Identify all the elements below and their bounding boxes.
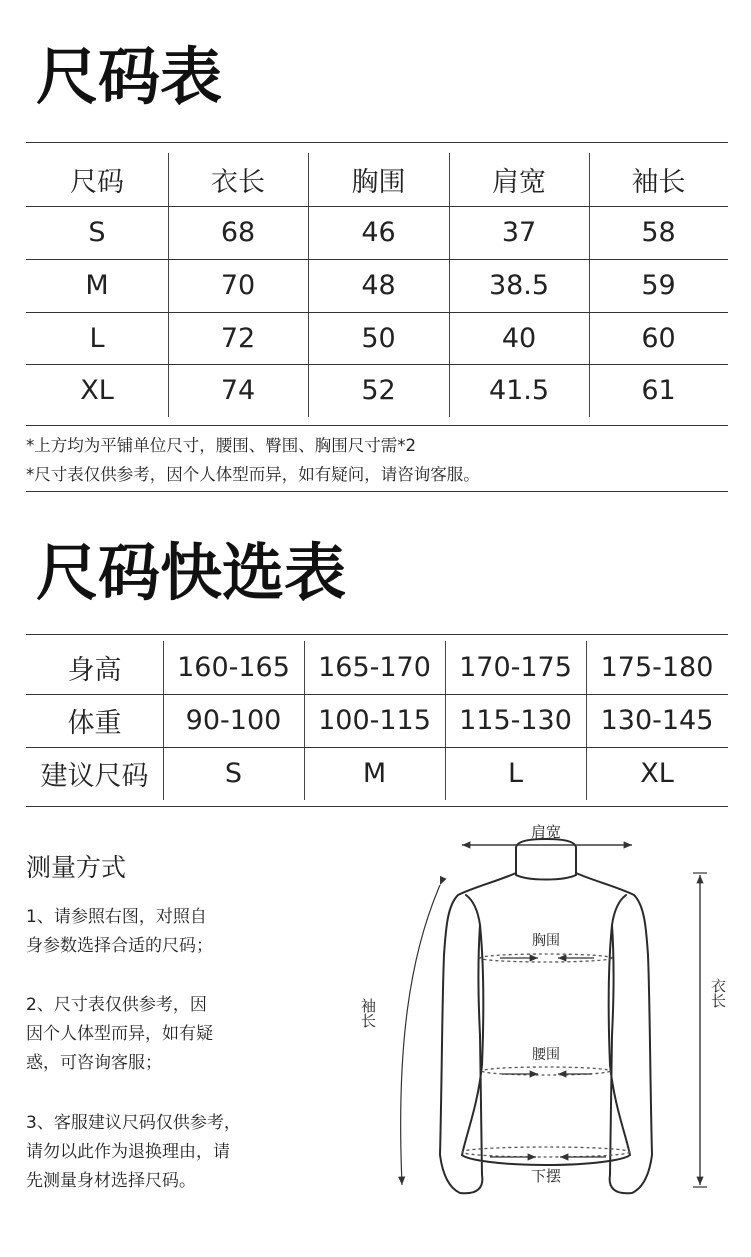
quick-table-cell: M [362, 758, 387, 789]
size-table-cell: 38.5 [488, 270, 550, 301]
measure-step-1-line-2: 身参数选择合适的尺码； [26, 936, 213, 956]
quick-table-cell: 160-165 [177, 652, 290, 683]
quick-table-cell: 165-170 [318, 652, 431, 683]
size-table-header-cell: 肩宽 [492, 167, 546, 198]
measure-step-2-line-3: 惑，可咨询客服； [26, 1053, 162, 1073]
size-table-cell: 37 [501, 217, 537, 248]
size-table-cell: 72 [220, 322, 256, 354]
size-table-cell: 74 [220, 375, 256, 406]
quick-table-top-rule [26, 634, 728, 635]
size-table-cell: XL [80, 375, 114, 406]
garment-measurement-diagram [350, 815, 740, 1205]
label-sleeve: 袖长 [359, 998, 377, 1028]
size-note-1: *上方均为平铺单位尺寸，腰围、臀围、胸围尺寸需*2 [26, 436, 416, 455]
quick-table-bottom-rule [26, 806, 728, 807]
quick-table-row-label: 身高 [67, 655, 122, 686]
size-table-cell: 40 [501, 322, 537, 354]
size-table-header-cell: 袖长 [631, 167, 686, 198]
size-table-cell: 70 [220, 270, 256, 301]
quick-table-cell: 130-145 [600, 705, 714, 736]
garment-outline-icon [440, 839, 652, 1193]
label-length: 衣长 [709, 978, 727, 1008]
quick-table-cell: 170-175 [459, 652, 572, 683]
size-table-header-cell: 衣长 [211, 167, 265, 198]
quick-table-row-label: 体重 [67, 708, 122, 739]
size-table-cell: L [89, 322, 105, 354]
size-table-cell: M [85, 270, 109, 301]
label-hem: 下摆 [530, 1167, 562, 1185]
quick-table-cell: 100-115 [318, 705, 431, 736]
size-table-cell: 41.5 [488, 375, 550, 406]
quick-table-cell: S [224, 758, 243, 789]
size-table-cell: 52 [361, 375, 396, 406]
size-table-cell: 59 [641, 270, 676, 301]
measure-title: 测量方式 [26, 853, 127, 882]
size-table-cell: 46 [361, 217, 396, 248]
label-waist: 腰围 [532, 1047, 560, 1063]
size-table-header-cell: 尺码 [70, 167, 124, 198]
label-chest: 胸围 [532, 933, 560, 949]
size-table-cell: 61 [641, 375, 676, 406]
size-table-header-cell: 胸围 [351, 167, 406, 198]
measure-step-2-line-2: 因个人体型而异，如有疑 [26, 1024, 213, 1044]
size-table-cell: S [88, 217, 106, 248]
quick-table-cell: XL [640, 758, 674, 789]
quick-table-title: 尺码快选表 [36, 536, 347, 609]
quick-table-row-label: 建议尺码 [40, 761, 149, 792]
quick-table-cell: 175-180 [600, 652, 714, 683]
size-table-cell: 50 [361, 322, 396, 354]
size-table-cell: 68 [220, 217, 256, 248]
size-table-top-rule [26, 142, 728, 143]
measure-step-2 [26, 991, 276, 1078]
measure-step-1-line-1: 1、请参照右图，对照自 [26, 907, 207, 927]
measure-step-2-line-1: 2、尺寸表仅供参考，因 [26, 995, 207, 1015]
label-shoulder: 肩宽 [530, 823, 562, 841]
size-table-notes-rule [26, 425, 728, 426]
size-table-cell: 60 [641, 322, 676, 354]
measure-step-3-line-1: 3、客服建议尺码仅供参考， [26, 1113, 241, 1133]
measure-step-1 [26, 903, 276, 961]
measure-step-3-line-2: 请勿以此作为退换理由，请 [26, 1142, 230, 1162]
quick-table-cell: L [507, 758, 524, 789]
quick-table-cell: 90-100 [185, 705, 282, 736]
measure-step-3-line-3: 先测量身材选择尺码。 [26, 1171, 196, 1191]
quick-table-cell: 115-130 [459, 705, 572, 736]
size-table-cell: 48 [361, 270, 396, 301]
size-table-title: 尺码表 [36, 40, 223, 113]
size-note-2: *尺寸表仅供参考，因个人体型而异，如有疑问，请咨询客服。 [26, 465, 480, 484]
size-table-cell: 58 [641, 217, 676, 248]
size-table-bottom-rule [26, 491, 728, 492]
measure-step-3 [26, 1109, 276, 1196]
